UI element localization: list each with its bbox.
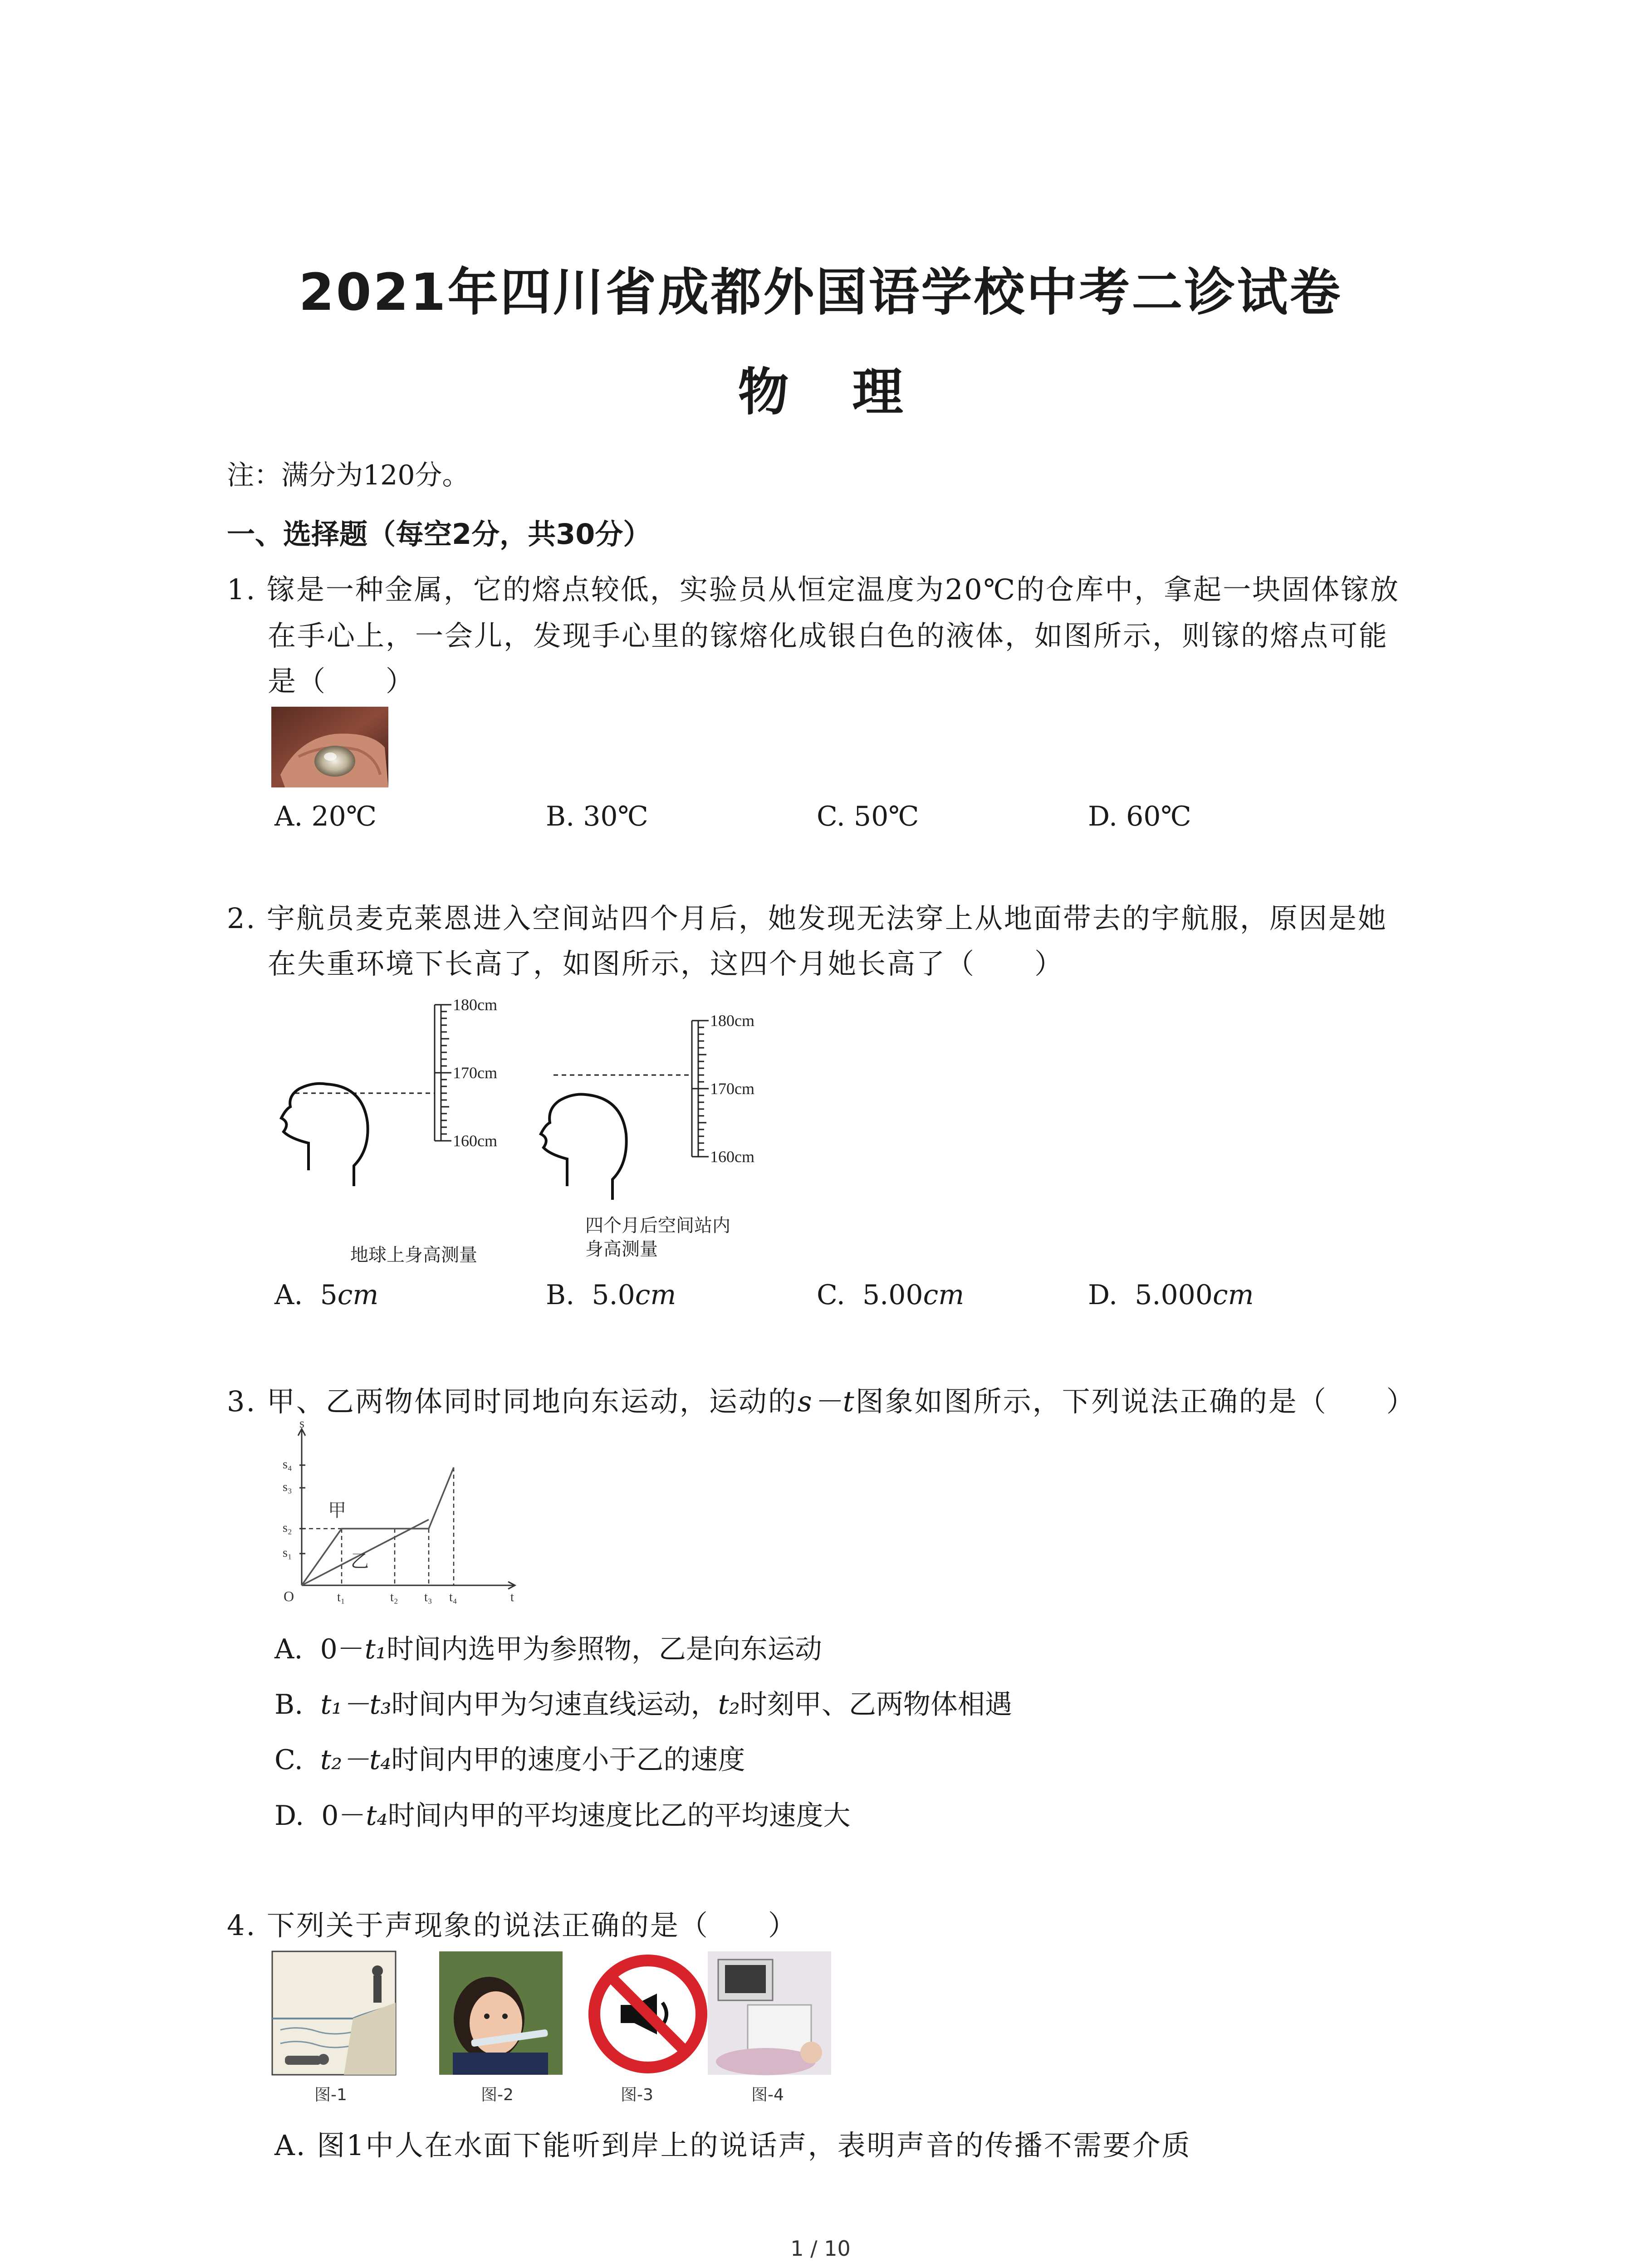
jia-label: 甲: [328, 1500, 346, 1521]
gallium-hand-photo: [271, 707, 388, 787]
jia-line: [302, 1467, 454, 1585]
s-t-graph: [274, 1418, 529, 1617]
q2-option-d[interactable]: D. 5.000cm: [1088, 1279, 1254, 1311]
fig1-caption: 图-1: [314, 2086, 347, 2104]
q1-option-d[interactable]: D. 60℃: [1088, 801, 1191, 832]
t2-label: t₂: [390, 1590, 398, 1604]
station-head-silhouette: [541, 1095, 627, 1200]
subject-title: [0, 352, 1641, 425]
earth-ruler: [435, 1005, 451, 1141]
q1-option-b[interactable]: B. 30℃: [546, 801, 648, 832]
q3-option-a[interactable]: A. 0－t₁时间内选甲为参照物，乙是向东运动: [274, 1633, 822, 1665]
q3-option-d[interactable]: D. 0－t₄时间内甲的平均速度比乙的平均速度大: [274, 1800, 851, 1832]
q3-stem: 3. 甲、乙两物体同时同地向东运动，运动的s－t图象如图所示，下列说法正确的是（ ）: [227, 1385, 1416, 1418]
q1-option-a[interactable]: A. 20℃: [274, 801, 377, 832]
q2-line-2: 在失重环境下长高了，如图所示，这四个月她长高了（ ）: [268, 947, 1064, 980]
s2-label: s₂: [283, 1521, 292, 1535]
q1-line-1: 1. 镓是一种金属，它的熔点较低，实验员从恒定温度为20℃的仓库中，拿起一块固体镓放: [227, 573, 1400, 606]
station-tick-180: 180cm: [710, 1012, 754, 1030]
q4-figures: [271, 1950, 834, 2123]
s-axis-label: s: [299, 1418, 304, 1431]
q2-option-a[interactable]: A. 5cm: [274, 1279, 379, 1311]
earth-caption: 地球上身高测量: [350, 1245, 477, 1266]
subject-char-1: 物: [738, 363, 789, 422]
q4-stem: 4. 下列关于声现象的说法正确的是（ ）: [227, 1909, 798, 1942]
t4-label: t₄: [449, 1590, 457, 1604]
s4-label: s₄: [283, 1457, 292, 1471]
earth-tick-160: 160cm: [453, 1132, 497, 1150]
fig3-no-horn-sign: [594, 1960, 701, 2068]
station-tick-170: 170cm: [710, 1080, 754, 1098]
fig1-underwater-listener: [272, 1951, 396, 2075]
height-measurement-figure: [272, 987, 817, 1268]
s3-label: s₃: [283, 1480, 292, 1494]
station-caption-line-2: 身高测量: [585, 1239, 658, 1260]
exam-title: 2021年四川省成都外国语学校中考二诊试卷: [299, 263, 1342, 322]
section-heading: 一、选择题（每空2分，共30分）: [227, 518, 652, 551]
fig2-child-flute: [439, 1951, 563, 2075]
yi-label: 乙: [351, 1551, 369, 1572]
s1-label: s₁: [283, 1546, 292, 1560]
q1-option-c[interactable]: C. 50℃: [817, 801, 919, 832]
origin-label: O: [284, 1588, 294, 1604]
station-tick-160: 160cm: [710, 1148, 754, 1166]
q1-line-2: 在手心上，一会儿，发现手心里的镓熔化成银白色的液体，如图所示，则镓的熔点可能: [268, 619, 1389, 652]
fig4-ultrasound: [708, 1951, 831, 2075]
station-ruler: [692, 1021, 709, 1157]
t3-label: t₃: [424, 1590, 432, 1604]
earth-tick-180: 180cm: [453, 996, 497, 1014]
fig3-caption: 图-3: [621, 2086, 653, 2104]
earth-tick-170: 170cm: [453, 1064, 497, 1082]
q2-option-b[interactable]: B. 5.0cm: [546, 1279, 676, 1311]
q1-line-3: 是（ ）: [268, 665, 416, 698]
q3-option-b[interactable]: B. t₁－t₃时间内甲为匀速直线运动，t₂时刻甲、乙两物体相遇: [274, 1689, 1012, 1721]
station-caption-line-1: 四个月后空间站内: [585, 1215, 730, 1236]
q2-line-1: 2. 宇航员麦克莱恩进入空间站四个月后，她发现无法穿上从地面带去的宇航服，原因是她: [227, 902, 1387, 935]
fig4-caption: 图-4: [751, 2086, 784, 2104]
q4-option-a[interactable]: A. 图1中人在水面下能听到岸上的说话声，表明声音的传播不需要介质: [274, 2129, 1191, 2162]
page-number: 1 / 10: [790, 2236, 851, 2261]
fig2-caption: 图-2: [481, 2086, 514, 2104]
t1-label: t₁: [337, 1590, 345, 1604]
t-axis-label: t: [510, 1590, 514, 1604]
q2-option-c[interactable]: C. 5.00cm: [817, 1279, 965, 1311]
q3-option-c[interactable]: C. t₂－t₄时间内甲的速度小于乙的速度: [274, 1744, 745, 1776]
subject-char-2: 理: [852, 363, 903, 422]
earth-head-silhouette: [281, 1084, 368, 1186]
score-note: 注：满分为120分。: [227, 459, 470, 491]
